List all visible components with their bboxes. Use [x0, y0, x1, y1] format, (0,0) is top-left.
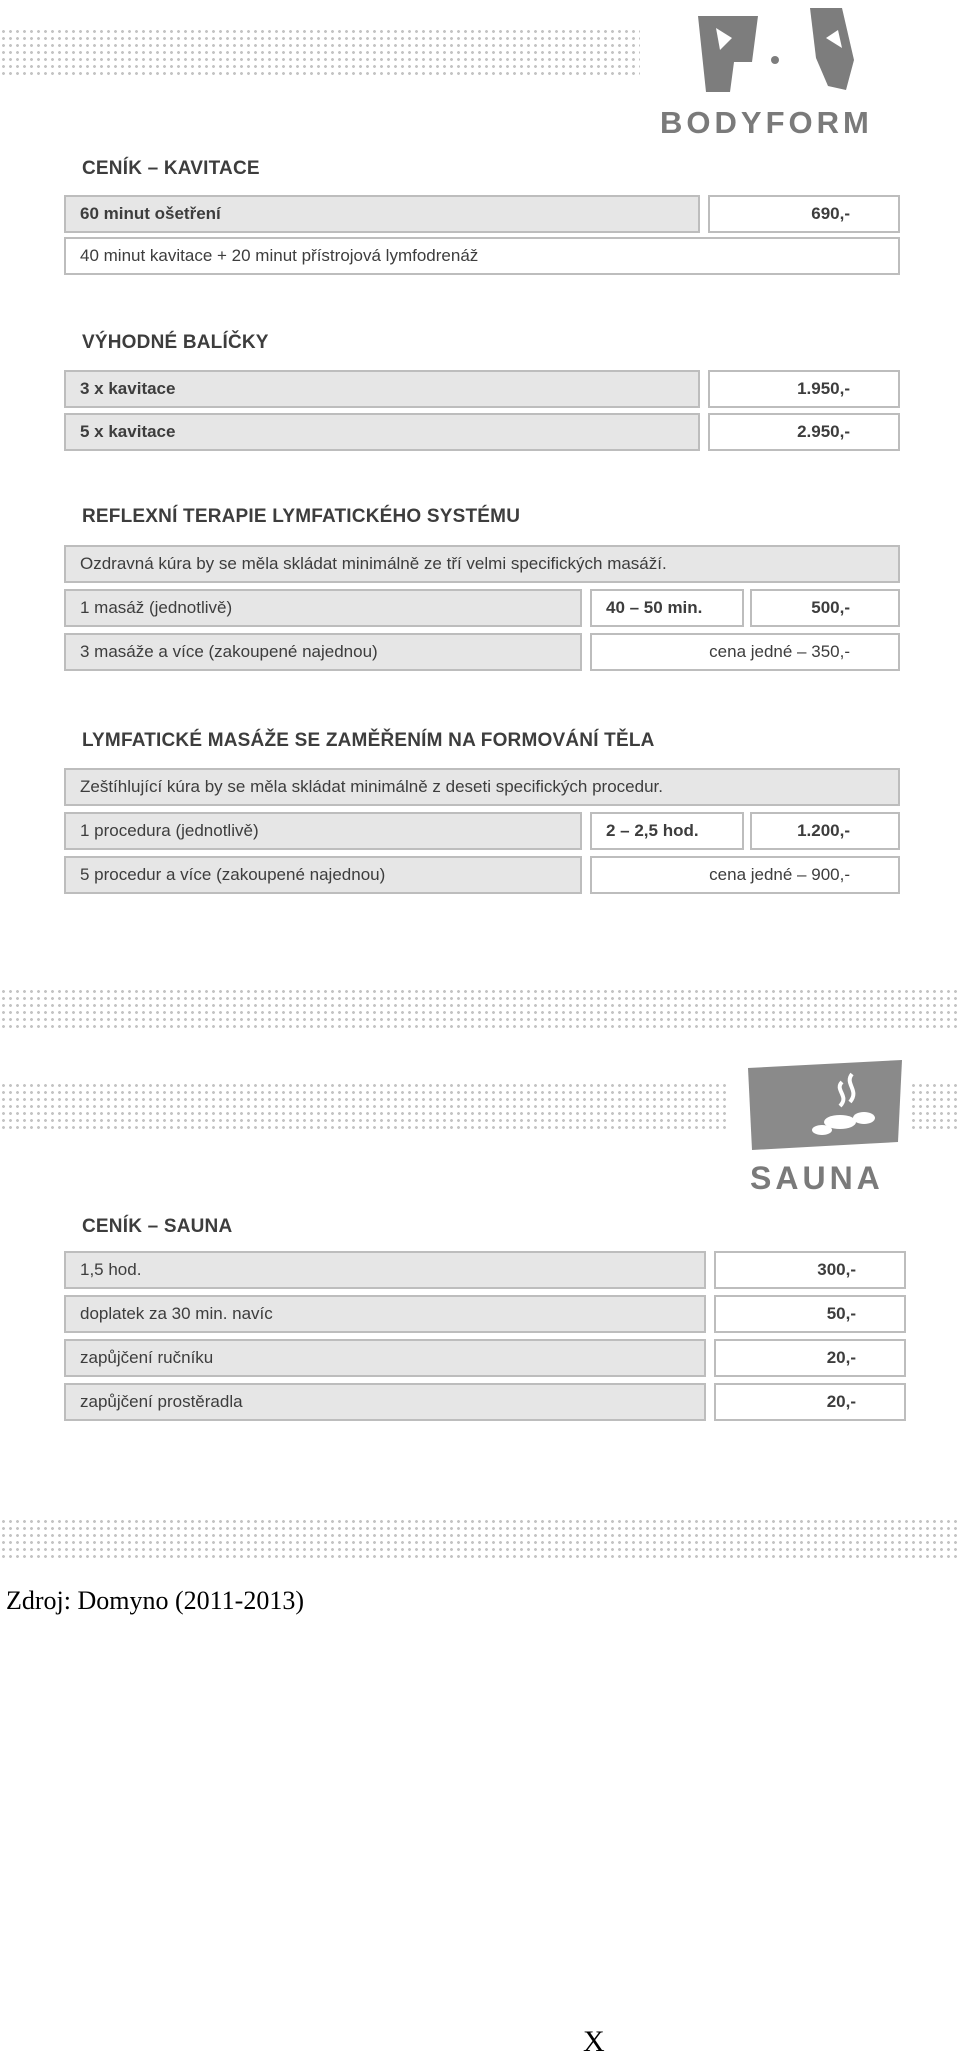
kavitace-title: CENÍK – KAVITACE — [82, 158, 260, 179]
sauna-row-price: 20,- — [714, 1383, 906, 1421]
reflex-note: Ozdravná kúra by se měla skládat minimálně ze tří velmi specifických masáží. — [64, 545, 900, 583]
lymph-single-price: 1.200,- — [750, 812, 900, 850]
sauna-row-label: zapůjčení ručníku — [64, 1339, 706, 1377]
sauna-row-label: 1,5 hod. — [64, 1251, 706, 1289]
packages-title: VÝHODNÉ BALÍČKY — [82, 332, 269, 353]
kavitace-treatment-price: 690,- — [708, 195, 900, 233]
sauna-row-label: zapůjčení prostěradla — [64, 1383, 706, 1421]
reflex-single-price: 500,- — [750, 589, 900, 627]
lymph-note: Zeštíhlující kúra by se měla skládat minimálně z deseti specifických procedur. — [64, 768, 900, 806]
lymph-single-duration: 2 – 2,5 hod. — [590, 812, 744, 850]
dot-pattern-middle — [0, 988, 960, 1032]
page-mark: X — [583, 2025, 605, 2058]
package-row-label: 3 x kavitace — [64, 370, 700, 408]
sauna-logo-icon — [740, 1060, 910, 1155]
sauna-brand-name: SAUNA — [750, 1160, 884, 1196]
sauna-row-price: 50,- — [714, 1295, 906, 1333]
sauna-row-label: doplatek za 30 min. navíc — [64, 1295, 706, 1333]
lymph-title: LYMFATICKÉ MASÁŽE SE ZAMĚŘENÍM NA FORMOVÁNÍ TĚLA — [82, 730, 655, 751]
bodyform-logo — [640, 0, 960, 145]
dot-pattern-sauna-right — [910, 1082, 960, 1132]
package-row-label: 5 x kavitace — [64, 413, 700, 451]
sauna-row-price: 300,- — [714, 1251, 906, 1289]
lymph-single-label: 1 procedura (jednotlivě) — [64, 812, 582, 850]
sauna-row-price: 20,- — [714, 1339, 906, 1377]
bodyform-brand-name: BODYFORM — [660, 105, 873, 140]
source-note: Zdroj: Domyno (2011-2013) — [6, 1586, 304, 1615]
lymph-multi-label: 5 procedur a více (zakoupené najednou) — [64, 856, 582, 894]
kavitace-treatment-detail: 40 minut kavitace + 20 minut přístrojová lymfodrenáž — [64, 237, 900, 275]
package-row-price: 1.950,- — [708, 370, 900, 408]
sauna-logo — [740, 1060, 910, 1200]
sauna-title: CENÍK – SAUNA — [82, 1216, 233, 1237]
dot-pattern-sauna-left — [0, 1082, 730, 1132]
reflex-multi-label: 3 masáže a více (zakoupené najednou) — [64, 633, 582, 671]
package-row-price: 2.950,- — [708, 413, 900, 451]
reflex-single-label: 1 masáž (jednotlivě) — [64, 589, 582, 627]
dot-pattern-bottom — [0, 1518, 960, 1562]
reflex-multi-price: cena jedné – 350,- — [590, 633, 900, 671]
kavitace-treatment-label: 60 minut ošetření — [64, 195, 700, 233]
reflex-single-duration: 40 – 50 min. — [590, 589, 744, 627]
bodyform-logo-icon — [640, 0, 960, 110]
lymph-multi-price: cena jedné – 900,- — [590, 856, 900, 894]
reflex-title: REFLEXNÍ TERAPIE LYMFATICKÉHO SYSTÉMU — [82, 506, 521, 527]
dot-pattern-top — [0, 28, 660, 78]
